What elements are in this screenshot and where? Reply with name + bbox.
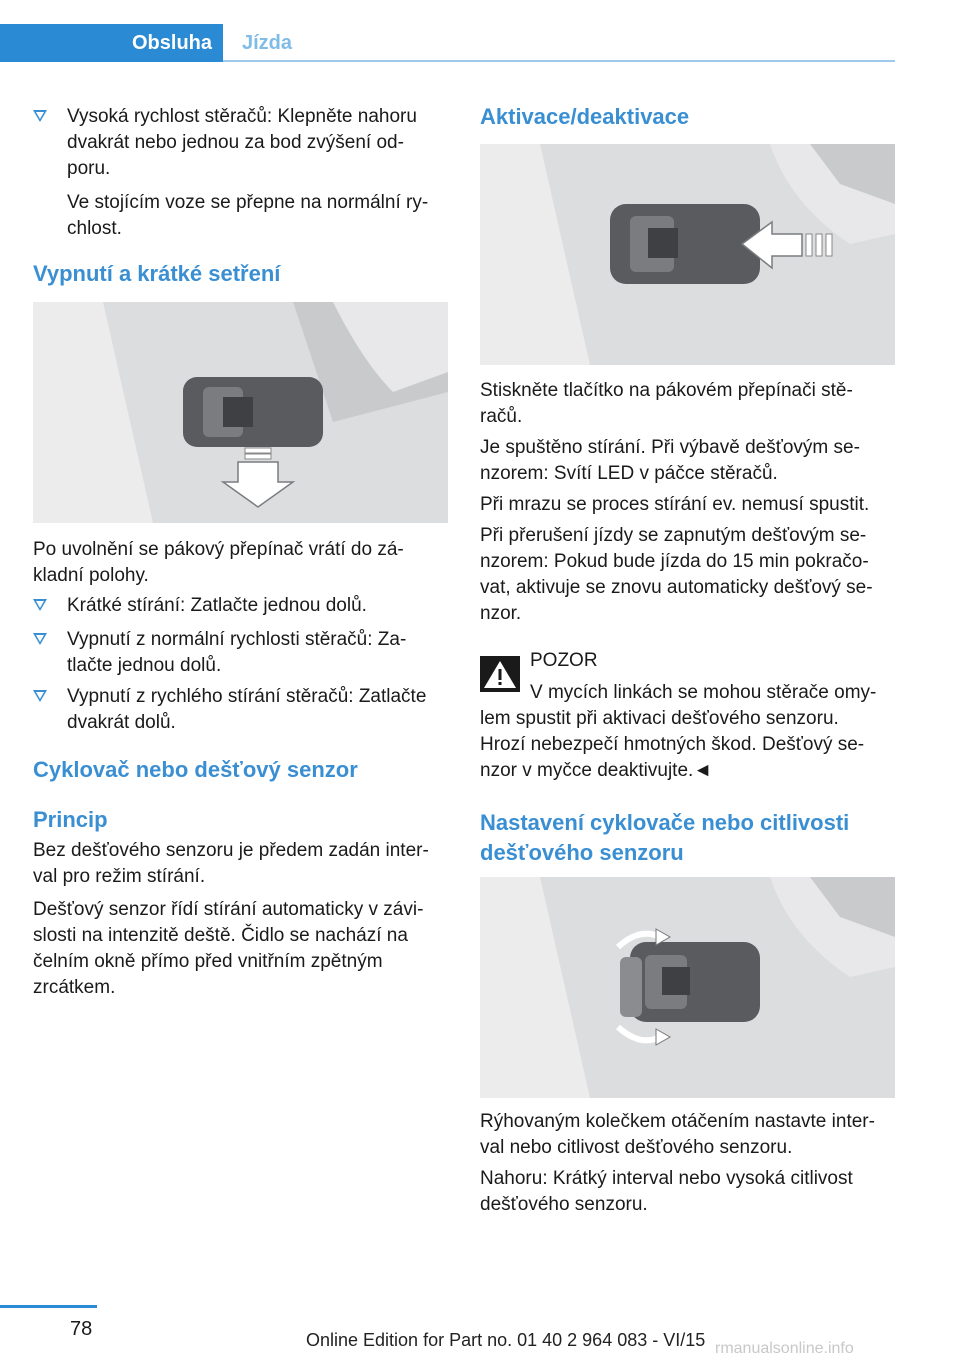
- footer-accent-line: [0, 1305, 97, 1308]
- header-tabs: [0, 24, 895, 62]
- paragraph-stisknete: Stiskněte tlačítko na pákovém přepínači stě- račů.: [480, 380, 853, 427]
- paragraph-spusteno: Je spuštěno stírání. Při výbavě dešťovým se- nzorem: Svítí LED v páčce stěračů.: [480, 437, 860, 484]
- paragraph-ryhovanym: Rýhovaným kolečkem otáčením nastavte inter- val nebo citlivost dešťového senzoru.: [480, 1111, 875, 1158]
- paragraph-mraz: Při mrazu se proces stírání ev. nemusí spustit.: [480, 494, 870, 515]
- paragraph-princip-1: Bez dešťového senzoru je předem zadán inter- val pro režim stírání.: [33, 840, 429, 887]
- warning-triangle-icon: [480, 656, 520, 692]
- paragraph-uvolneni: Po uvolnění se pákový přepínač vrátí do zá- kladní polohy.: [33, 539, 404, 586]
- bullet-triangle-icon: [33, 599, 47, 611]
- paragraph-princip-2: Dešťový senzor řídí stírání automaticky v závi- slosti na intenzitě deště. Čidlo se nachází na čelním okně přímo před vnitřním zpětným zrcátkem.: [33, 899, 424, 998]
- paragraph-nahoru: Nahoru: Krátký interval nebo vysoká citlivost dešťového senzoru.: [480, 1168, 853, 1215]
- heading-princip: Princip: [33, 807, 108, 832]
- heading-aktivace: Aktivace/deaktivace: [480, 104, 690, 129]
- paragraph-preruseni: Při přerušení jízdy se zapnutým dešťovým se- nzorem: Pokud bude jízda do 15 min pokračo- vat, aktivuje se znovu automaticky dešťový se- nzor.: [480, 525, 873, 624]
- stalk-button-press-illustration: [480, 144, 895, 365]
- thumbwheel-illustration: [480, 877, 895, 1098]
- bullet-triangle-icon: [33, 633, 47, 645]
- heading-vypnuti: Vypnutí a krátké setření: [33, 261, 281, 286]
- bullet-triangle-icon: [33, 690, 47, 702]
- online-edition-note: Online Edition for Part no. 01 40 2 964 083 - VI/15: [306, 1330, 706, 1350]
- tab-obsluha[interactable]: Obsluha: [0, 24, 223, 62]
- stalk-push-down-illustration: [33, 302, 448, 523]
- page-number: 78: [70, 1318, 93, 1340]
- header-divider: [223, 60, 895, 62]
- heading-cyklovac: Cyklovač nebo dešťový senzor: [33, 757, 358, 782]
- bullet-triangle-icon: [33, 110, 47, 122]
- heading-nastaveni: Nastavení cyklovače nebo citlivosti dešťového senzoru: [480, 810, 850, 865]
- watermark: rmanualsonline.info: [715, 1340, 854, 1357]
- tab-jizda[interactable]: Jízda: [242, 32, 293, 54]
